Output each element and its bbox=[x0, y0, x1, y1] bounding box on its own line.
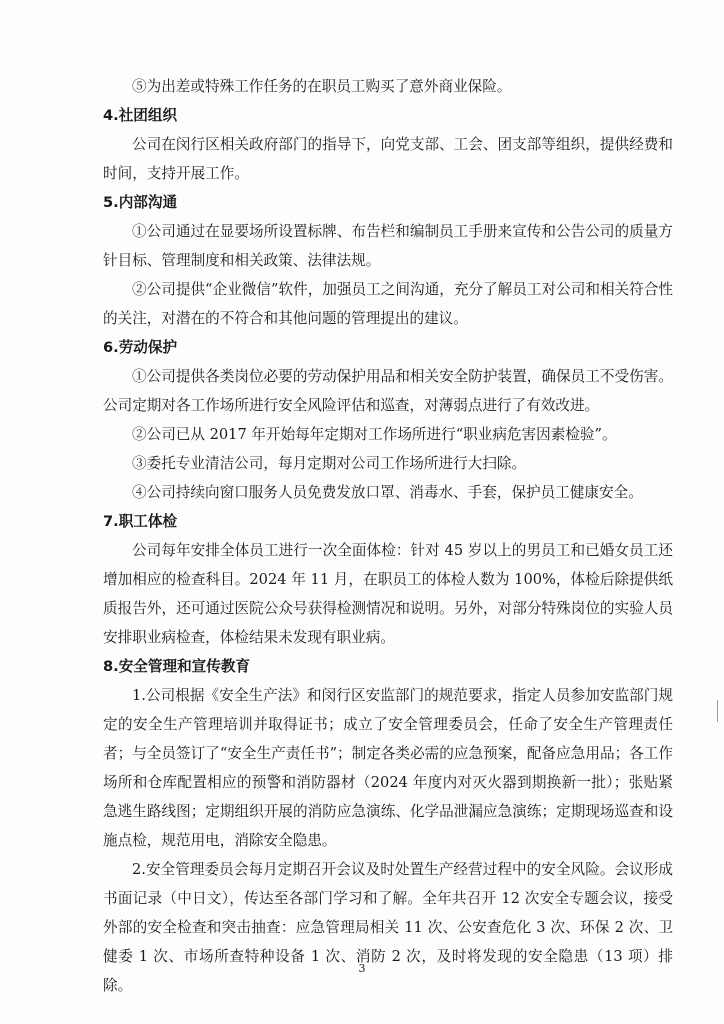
section-heading: 7.职工体检 bbox=[103, 513, 178, 530]
paragraph: 2.安全管理委员会每月定期召开会议及时处置生产经营过程中的安全风险。会议形成书面记录（中日文），传达至各部门学习和了解。全年共召开 12 次安全专题会议，接受外部的安全检查和突击抽查：应急管理局相关 11 次、公安查危化 3 次、环保 2 次、卫健委 1 次、市场所查特种设备 1 次、消防 2 次，及时将发现的安全隐患（13 项）排除。 bbox=[103, 861, 673, 994]
paragraph: ①公司提供各类岗位必要的劳动保护用品和相关安全防护装置，确保员工不受伤害。公司定期对各工作场所进行安全风险评估和巡查，对薄弱点进行了有效改进。 bbox=[103, 368, 673, 414]
paragraph: ②公司已从 2017 年开始每年定期对工作场所进行“职业病危害因素检验”。 bbox=[132, 426, 617, 443]
section-heading: 4.社团组织 bbox=[103, 107, 178, 124]
page-body bbox=[103, 72, 673, 1000]
page-number: 3 bbox=[358, 962, 366, 975]
section-heading: 8.安全管理和宣传教育 bbox=[103, 658, 251, 675]
paragraph: ⑤为出差或特殊工作任务的在职员工购买了意外商业保险。 bbox=[132, 78, 512, 95]
paragraph: ①公司通过在显要场所设置标牌、布告栏和编制员工手册来宣传和公告公司的质量方针目标、管理制度和相关政策、法律法规。 bbox=[103, 223, 673, 269]
section-heading: 5.内部沟通 bbox=[103, 194, 178, 211]
scan-artifact-line bbox=[717, 700, 718, 722]
paragraph: 1.公司根据《安全生产法》和闵行区安监部门的规范要求，指定人员参加安监部门规定的安全生产管理培训并取得证书；成立了安全管理委员会，任命了安全生产管理责任者；与全员签订了“安全生产责任书”；制定各类必需的应急预案，配备应急用品；各工作场所和仓库配置相应的预警和消防器材（2024 年度内对灭火器到期换新一批）；张贴紧急逃生路线图；定期组织开展的消防应急演练、化学品泄漏应急演练；定期现场巡查和设施点检，规范用电，消除安全隐患。 bbox=[103, 687, 673, 849]
paragraph: ③委托专业清洁公司，每月定期对公司工作场所进行大扫除。 bbox=[132, 455, 527, 472]
paragraph: 公司每年安排全体员工进行一次全面体检：针对 45 岁以上的男员工和已婚女员工还增加相应的检查科目。2024 年 11 月，在职员工的体检人数为 100%，体检后除提供纸质报告外，还可通过医院公众号获得检测情况和说明。另外，对部分特殊岗位的实验人员安排职业病检查，体检结果未发现有职业病。 bbox=[103, 542, 673, 646]
paragraph: 公司在闵行区相关政府部门的指导下，向党支部、工会、团支部等组织，提供经费和时间，支持开展工作。 bbox=[103, 136, 673, 182]
paragraph: ②公司提供“企业微信”软件，加强员工之间沟通，充分了解员工对公司和相关符合性的关注，对潜在的不符合和其他问题的管理提出的建议。 bbox=[103, 281, 673, 327]
section-heading: 6.劳动保护 bbox=[103, 339, 178, 356]
paragraph: ④公司持续向窗口服务人员免费发放口罩、消毒水、手套，保护员工健康安全。 bbox=[132, 484, 643, 501]
